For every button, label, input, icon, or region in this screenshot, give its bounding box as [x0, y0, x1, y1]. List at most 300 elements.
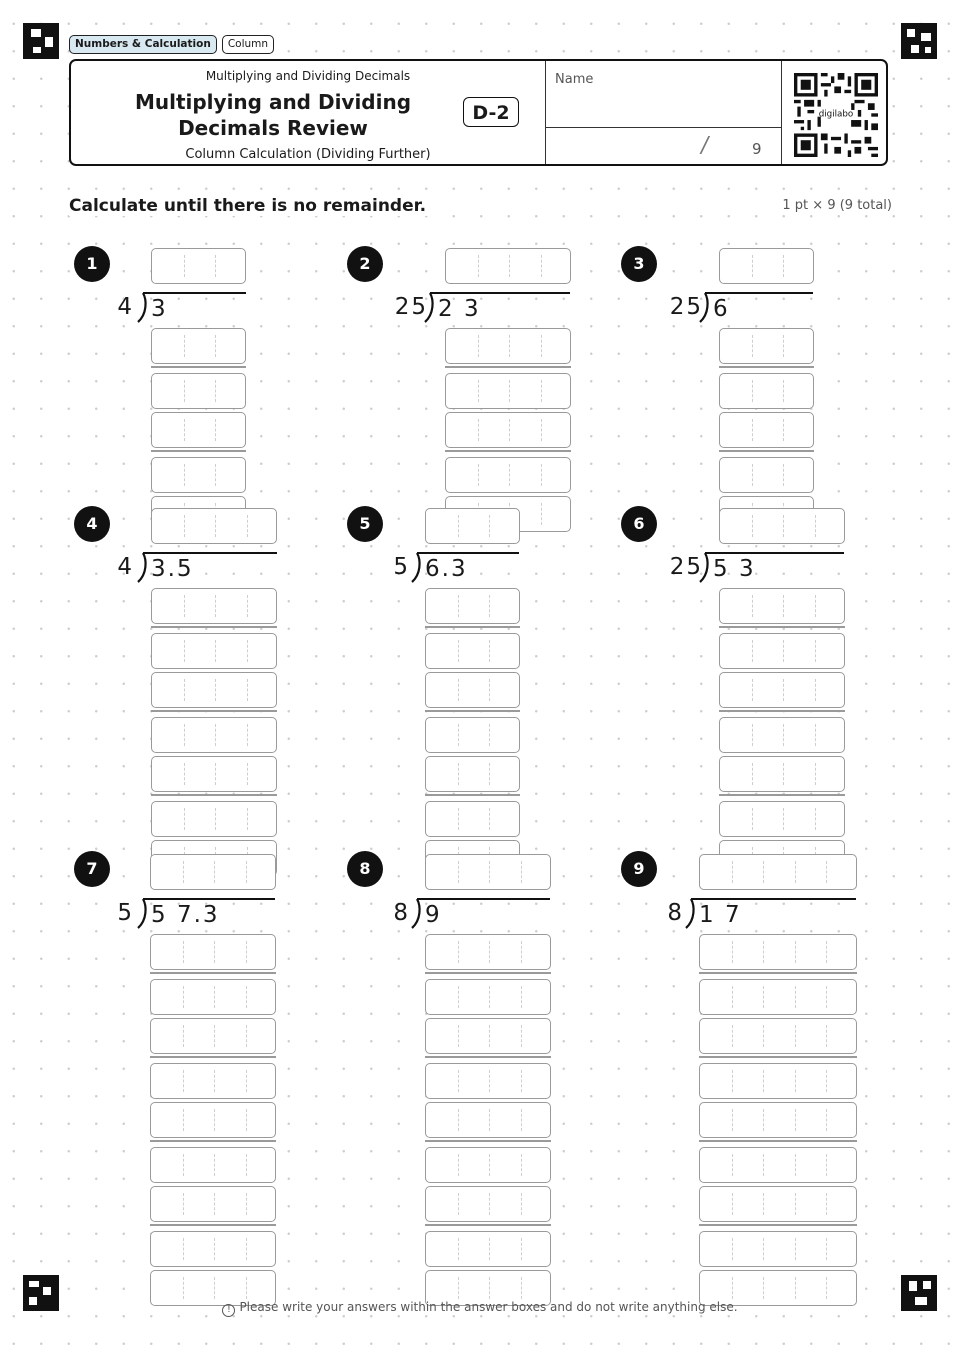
- cell-guide: [752, 679, 753, 701]
- cell-guide: [183, 1154, 184, 1176]
- cell-guide: [184, 380, 185, 402]
- answer-box[interactable]: [150, 1231, 276, 1267]
- cell-guide: [783, 679, 784, 701]
- cell-guide: [184, 640, 185, 662]
- answer-box[interactable]: [425, 633, 520, 669]
- dividend: 2 3: [438, 296, 481, 322]
- subtraction-line: [425, 794, 520, 796]
- cell-guide: [478, 255, 479, 277]
- cell-guide: [247, 763, 248, 785]
- cell-guide: [521, 941, 522, 963]
- cell-guide: [489, 1193, 490, 1215]
- answer-box[interactable]: [150, 1147, 276, 1183]
- cell-guide: [521, 1109, 522, 1131]
- cell-guide: [815, 679, 816, 701]
- cell-guide: [215, 380, 216, 402]
- cell-guide: [752, 724, 753, 746]
- cell-guide: [763, 1154, 764, 1176]
- cell-guide: [247, 595, 248, 617]
- cell-guide: [826, 1025, 827, 1047]
- answer-box[interactable]: [699, 1063, 857, 1099]
- cell-guide: [184, 763, 185, 785]
- division-bar: [705, 292, 813, 294]
- problem-number: 9: [621, 851, 657, 887]
- subtraction-line: [151, 366, 246, 368]
- answer-box[interactable]: [425, 854, 551, 890]
- worksheet-header: [69, 59, 888, 166]
- cell-guide: [458, 1109, 459, 1131]
- divisor: 5: [117, 900, 134, 926]
- cell-guide: [246, 1193, 247, 1215]
- cell-guide: [458, 808, 459, 830]
- answer-box[interactable]: [719, 717, 845, 753]
- cell-guide: [783, 640, 784, 662]
- cell-guide: [458, 941, 459, 963]
- cell-guide: [246, 1154, 247, 1176]
- divider: [546, 127, 781, 128]
- answer-box[interactable]: [425, 1018, 551, 1054]
- cell-guide: [184, 724, 185, 746]
- cell-guide: [215, 515, 216, 537]
- cell-guide: [215, 679, 216, 701]
- answer-box[interactable]: [150, 854, 276, 890]
- cell-guide: [541, 464, 542, 486]
- worksheet-code: D-2: [463, 97, 519, 127]
- cell-guide: [795, 986, 796, 1008]
- cell-guide: [184, 255, 185, 277]
- answer-box[interactable]: [719, 672, 845, 708]
- division-bar: [705, 552, 844, 554]
- problem-number: 1: [74, 246, 110, 282]
- cell-guide: [246, 1025, 247, 1047]
- cell-guide: [795, 1154, 796, 1176]
- cell-guide: [458, 1277, 459, 1299]
- cell-guide: [489, 1025, 490, 1047]
- dividend: 9: [425, 902, 442, 928]
- subtraction-line: [445, 450, 571, 452]
- answer-box[interactable]: [150, 1063, 276, 1099]
- subtraction-line: [150, 1140, 276, 1142]
- cell-guide: [826, 941, 827, 963]
- cell-guide: [215, 255, 216, 277]
- cell-guide: [732, 1025, 733, 1047]
- cell-guide: [541, 380, 542, 402]
- answer-box[interactable]: [151, 373, 246, 409]
- answer-box[interactable]: [150, 1102, 276, 1138]
- divisor: 8: [393, 900, 410, 926]
- answer-box[interactable]: [699, 1231, 857, 1267]
- cell-guide: [521, 1193, 522, 1215]
- answer-box[interactable]: [151, 717, 277, 753]
- cell-guide: [215, 464, 216, 486]
- cell-guide: [521, 986, 522, 1008]
- cell-guide: [541, 335, 542, 357]
- cell-guide: [783, 419, 784, 441]
- answer-box[interactable]: [425, 672, 520, 708]
- subtraction-line: [699, 972, 857, 974]
- cell-guide: [246, 1109, 247, 1131]
- answer-box[interactable]: [425, 934, 551, 970]
- cell-guide: [246, 1277, 247, 1299]
- subtraction-line: [151, 450, 246, 452]
- answer-box[interactable]: [699, 979, 857, 1015]
- cell-guide: [478, 464, 479, 486]
- cell-guide: [763, 861, 764, 883]
- answer-box[interactable]: [151, 633, 277, 669]
- cell-guide: [752, 380, 753, 402]
- cell-guide: [215, 640, 216, 662]
- dividend: 6.3: [425, 556, 468, 582]
- name-label: Name: [555, 72, 594, 87]
- cell-guide: [826, 1109, 827, 1131]
- cell-guide: [246, 941, 247, 963]
- cell-guide: [815, 515, 816, 537]
- cell-guide: [763, 1238, 764, 1260]
- subtraction-line: [425, 972, 551, 974]
- division-bracket: [411, 552, 425, 584]
- answer-box[interactable]: [719, 756, 845, 792]
- cell-guide: [795, 1109, 796, 1131]
- answer-box[interactable]: [445, 457, 571, 493]
- answer-box[interactable]: [719, 588, 845, 624]
- division-bracket: [137, 552, 151, 584]
- cell-guide: [214, 1238, 215, 1260]
- cell-guide: [732, 941, 733, 963]
- cell-guide: [489, 941, 490, 963]
- cell-guide: [763, 986, 764, 1008]
- answer-box[interactable]: [150, 979, 276, 1015]
- divisor: 25: [669, 554, 703, 580]
- cell-guide: [214, 1025, 215, 1047]
- cell-guide: [763, 941, 764, 963]
- subtraction-line: [150, 972, 276, 974]
- footer-note: [0, 1300, 960, 1317]
- division-bar: [430, 292, 570, 294]
- cell-guide: [521, 1025, 522, 1047]
- cell-guide: [795, 861, 796, 883]
- cell-guide: [247, 640, 248, 662]
- subtraction-line: [425, 1224, 551, 1226]
- divisor: 4: [117, 554, 134, 580]
- division-bracket: [424, 292, 438, 324]
- answer-box[interactable]: [151, 412, 246, 448]
- instructions: Calculate until there is no remainder.: [69, 196, 430, 216]
- category-tag: Numbers & Calculation: [69, 35, 217, 54]
- cell-guide: [489, 861, 490, 883]
- cell-guide: [183, 1238, 184, 1260]
- answer-box[interactable]: [425, 588, 520, 624]
- answer-box[interactable]: [151, 328, 246, 364]
- cell-guide: [541, 503, 542, 525]
- cell-guide: [732, 861, 733, 883]
- cell-guide: [763, 1025, 764, 1047]
- answer-box[interactable]: [445, 328, 571, 364]
- cell-guide: [795, 1277, 796, 1299]
- cell-guide: [458, 595, 459, 617]
- divisor: 25: [394, 294, 428, 320]
- cell-guide: [183, 1277, 184, 1299]
- cell-guide: [458, 1154, 459, 1176]
- cell-guide: [509, 380, 510, 402]
- answer-box[interactable]: [445, 412, 571, 448]
- answer-box[interactable]: [150, 1018, 276, 1054]
- answer-box[interactable]: [150, 1186, 276, 1222]
- cell-guide: [541, 255, 542, 277]
- cell-guide: [489, 640, 490, 662]
- subtraction-line: [719, 366, 814, 368]
- cell-guide: [246, 1238, 247, 1260]
- score-slash: /: [698, 133, 711, 158]
- answer-box[interactable]: [425, 1147, 551, 1183]
- header-footer: Column Calculation (Dividing Further): [185, 147, 431, 162]
- division-bar: [417, 898, 550, 900]
- answer-box[interactable]: [445, 373, 571, 409]
- answer-box[interactable]: [425, 1102, 551, 1138]
- cell-guide: [783, 808, 784, 830]
- answer-box[interactable]: [445, 248, 571, 284]
- cell-guide: [458, 724, 459, 746]
- cell-guide: [752, 515, 753, 537]
- cell-guide: [826, 1154, 827, 1176]
- points-info: 1 pt × 9 (9 total): [782, 198, 892, 213]
- cell-guide: [489, 1154, 490, 1176]
- cell-guide: [763, 1109, 764, 1131]
- cell-guide: [752, 763, 753, 785]
- answer-box[interactable]: [719, 457, 814, 493]
- answer-box[interactable]: [719, 633, 845, 669]
- problem-number: 5: [347, 506, 383, 542]
- dividend: 3: [151, 296, 168, 322]
- cell-guide: [489, 763, 490, 785]
- cell-guide: [489, 724, 490, 746]
- cell-guide: [732, 1238, 733, 1260]
- subtraction-line: [425, 710, 520, 712]
- cell-guide: [509, 419, 510, 441]
- division-bracket: [137, 898, 151, 930]
- answer-box[interactable]: [699, 1018, 857, 1054]
- answer-box[interactable]: [425, 801, 520, 837]
- cell-guide: [783, 595, 784, 617]
- cell-guide: [183, 941, 184, 963]
- subtraction-line: [151, 710, 277, 712]
- division-bar: [417, 552, 519, 554]
- subtraction-line: [445, 366, 571, 368]
- problem-number: 4: [74, 506, 110, 542]
- cell-guide: [783, 380, 784, 402]
- answer-box[interactable]: [719, 328, 814, 364]
- cell-guide: [815, 808, 816, 830]
- category-tags: [69, 35, 274, 54]
- page-title: Multiplying and Dividing Decimals Review: [134, 90, 412, 140]
- cell-guide: [783, 335, 784, 357]
- cell-guide: [763, 1277, 764, 1299]
- cell-guide: [732, 1154, 733, 1176]
- cell-guide: [214, 986, 215, 1008]
- subtraction-line: [425, 1140, 551, 1142]
- subtraction-line: [719, 626, 845, 628]
- cell-guide: [458, 1025, 459, 1047]
- answer-box[interactable]: [425, 756, 520, 792]
- answer-box[interactable]: [699, 934, 857, 970]
- divisor: 8: [667, 900, 684, 926]
- dividend: 6: [713, 296, 730, 322]
- subtraction-line: [151, 626, 277, 628]
- cell-guide: [521, 1070, 522, 1092]
- cell-guide: [183, 1109, 184, 1131]
- cell-guide: [215, 763, 216, 785]
- answer-box[interactable]: [699, 854, 857, 890]
- answer-box[interactable]: [151, 588, 277, 624]
- answer-box[interactable]: [719, 248, 814, 284]
- cell-guide: [246, 986, 247, 1008]
- answer-box[interactable]: [425, 1186, 551, 1222]
- cell-guide: [489, 1109, 490, 1131]
- problem-number: 7: [74, 851, 110, 887]
- subtraction-line: [425, 1056, 551, 1058]
- cell-guide: [815, 595, 816, 617]
- cell-guide: [214, 861, 215, 883]
- footer-note-text: Please write your answers within the answer boxes and do not write anything else.: [239, 1300, 738, 1314]
- subtraction-line: [150, 1224, 276, 1226]
- cell-guide: [795, 941, 796, 963]
- division-bar: [691, 898, 856, 900]
- subtraction-line: [719, 450, 814, 452]
- answer-box[interactable]: [425, 979, 551, 1015]
- answer-box[interactable]: [151, 801, 277, 837]
- cell-guide: [795, 1070, 796, 1092]
- cell-guide: [752, 808, 753, 830]
- cell-guide: [478, 419, 479, 441]
- cell-guide: [458, 640, 459, 662]
- cell-guide: [184, 464, 185, 486]
- cell-guide: [752, 595, 753, 617]
- dividend: 1 7: [699, 902, 742, 928]
- problem-number: 2: [347, 246, 383, 282]
- cell-guide: [458, 1070, 459, 1092]
- cell-guide: [521, 861, 522, 883]
- cell-guide: [478, 380, 479, 402]
- cell-guide: [826, 1193, 827, 1215]
- cell-guide: [489, 1070, 490, 1092]
- answer-box[interactable]: [151, 756, 277, 792]
- cell-guide: [489, 515, 490, 537]
- division-bar: [143, 552, 277, 554]
- dividend: 5 7.3: [151, 902, 220, 928]
- answer-box[interactable]: [151, 672, 277, 708]
- cell-guide: [489, 595, 490, 617]
- subtraction-line: [425, 626, 520, 628]
- cell-guide: [214, 1109, 215, 1131]
- divisor: 4: [117, 294, 134, 320]
- dividend: 5 3: [713, 556, 756, 582]
- cell-guide: [246, 1070, 247, 1092]
- cell-guide: [521, 1238, 522, 1260]
- answer-box[interactable]: [151, 457, 246, 493]
- cell-guide: [509, 255, 510, 277]
- division-bracket: [411, 898, 425, 930]
- corner-marker-top-right: [901, 23, 937, 59]
- answer-box[interactable]: [719, 412, 814, 448]
- division-bracket: [137, 292, 151, 324]
- cell-guide: [215, 419, 216, 441]
- cell-guide: [826, 1238, 827, 1260]
- cell-guide: [458, 679, 459, 701]
- division-bracket: [685, 898, 699, 930]
- answer-box[interactable]: [151, 508, 277, 544]
- cell-guide: [458, 1238, 459, 1260]
- cell-guide: [214, 1154, 215, 1176]
- answer-box[interactable]: [425, 717, 520, 753]
- answer-box[interactable]: [699, 1147, 857, 1183]
- cell-guide: [752, 464, 753, 486]
- cell-guide: [458, 986, 459, 1008]
- cell-guide: [184, 335, 185, 357]
- subtraction-line: [719, 710, 845, 712]
- cell-guide: [732, 1070, 733, 1092]
- cell-guide: [489, 986, 490, 1008]
- cell-guide: [458, 1193, 459, 1215]
- subtraction-line: [719, 794, 845, 796]
- answer-box[interactable]: [699, 1186, 857, 1222]
- answer-box[interactable]: [425, 1231, 551, 1267]
- answer-box[interactable]: [150, 934, 276, 970]
- cell-guide: [214, 941, 215, 963]
- subtraction-line: [699, 1140, 857, 1142]
- problem-number: 8: [347, 851, 383, 887]
- division-bracket: [699, 292, 713, 324]
- cell-guide: [795, 1238, 796, 1260]
- cell-guide: [763, 1070, 764, 1092]
- cell-guide: [752, 640, 753, 662]
- cell-guide: [183, 861, 184, 883]
- qr-label: digilabo: [818, 109, 854, 120]
- cell-guide: [509, 464, 510, 486]
- cell-guide: [815, 763, 816, 785]
- cell-guide: [214, 1193, 215, 1215]
- answer-box[interactable]: [425, 1063, 551, 1099]
- answer-box[interactable]: [719, 373, 814, 409]
- cell-guide: [826, 1277, 827, 1299]
- cell-guide: [184, 595, 185, 617]
- cell-guide: [489, 1238, 490, 1260]
- answer-box[interactable]: [719, 801, 845, 837]
- dividend: 3.5: [151, 556, 194, 582]
- cell-guide: [184, 808, 185, 830]
- header-subtitle: Multiplying and Dividing Decimals: [205, 69, 411, 83]
- subtraction-line: [150, 1056, 276, 1058]
- answer-box[interactable]: [425, 508, 520, 544]
- cell-guide: [183, 1070, 184, 1092]
- qr-code-icon: [794, 73, 878, 157]
- cell-guide: [184, 679, 185, 701]
- cell-guide: [214, 1277, 215, 1299]
- answer-box[interactable]: [699, 1102, 857, 1138]
- cell-guide: [509, 335, 510, 357]
- problem-number: 3: [621, 246, 657, 282]
- cell-guide: [783, 724, 784, 746]
- divider: [781, 61, 782, 164]
- cell-guide: [247, 515, 248, 537]
- answer-box[interactable]: [719, 508, 845, 544]
- subtraction-line: [151, 794, 277, 796]
- cell-guide: [732, 986, 733, 1008]
- cell-guide: [489, 679, 490, 701]
- answer-box[interactable]: [151, 248, 246, 284]
- cell-guide: [826, 986, 827, 1008]
- division-bracket: [699, 552, 713, 584]
- cell-guide: [184, 515, 185, 537]
- cell-guide: [183, 986, 184, 1008]
